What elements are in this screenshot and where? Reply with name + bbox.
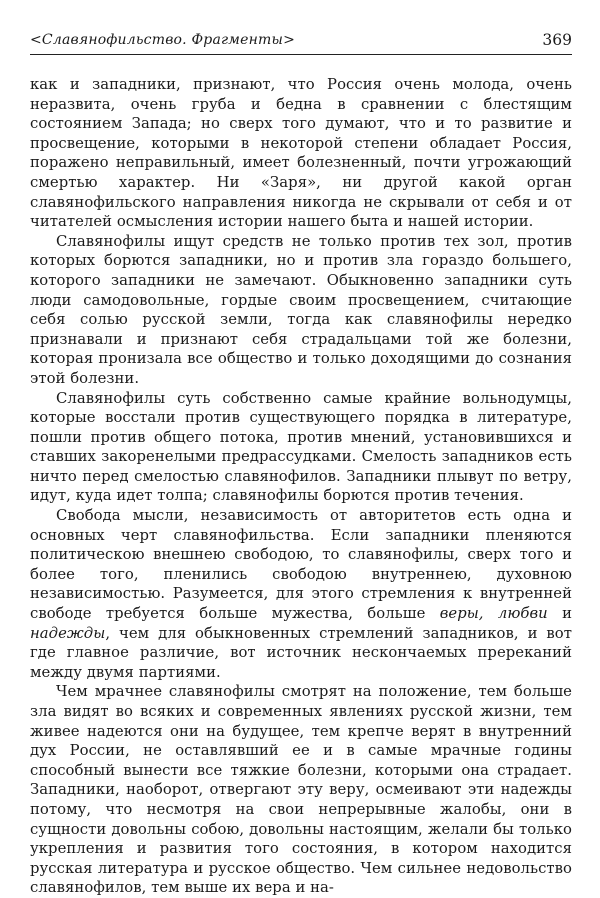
paragraph-4-text-mid: и	[547, 605, 572, 623]
paragraph-5: Чем мрачнее славянофилы смотрят на положение, тем больше зла видят во всяких и современных явлениях русской жизни, тем живее надеются они на будущее, тем крепче верят в внутренний дух России, не оставлявший ее и в самые мрачные годины способный вынести все тяжкие болезни, которыми она страдает. Западники, наоборот, отвергают эту веру, осмеивают эти надежды потому, что несмотря на свои непрерывные жалобы, они в сущности довольны собою, довольны настоящим, желали бы только укрепления и развития того состояния, в котором находится русская литература и русское общество. Чем сильнее недовольство славянофилов, тем выше их вера и на-	[30, 683, 572, 897]
paragraph-4-text-before: Свобода мысли, независимость от авторитетов есть одна и основных черт славянофильства. Если западники пленяются политическою внешнею свободою, то славянофилы, сверх того и более того, пленились свободою внутреннею, духовною независимостью. Разумеется, для этого стремления к внутренней свободе требуется больше мужества, больше	[30, 507, 572, 623]
header-rule	[30, 54, 572, 55]
paragraph-4	[30, 506, 572, 682]
paragraph-4-text-after: , чем для обыкновенных стремлений западников, и вот где главное различие, вот источник нескончаемых пререканий между двумя партиями.	[30, 624, 572, 681]
paragraph-2: Славянофилы ищут средств не только против тех зол, против которых борются западники, но и против зла гораздо большего, которого западники не замечают. Обыкновенно западники суть люди самодовольные, гордые своим просвещением, считающие себя солью русской земли, тогда как славянофилы нередко признавали и признают себя страдальцами той же болезни, которая пронизала все общество и только доходящими до сознания этой болезни.	[30, 232, 572, 387]
paragraph-4-italic-1: веры, любви	[439, 605, 548, 623]
page-header	[30, 30, 572, 54]
paragraph-1: как и западники, признают, что Россия очень молода, очень неразвита, очень груба и бедна в сравнении с блестящим состоянием Запада; но сверх того думают, что и то развитие и просвещение, которыми в некоторой степени обладает Россия, поражено неправильный, имеет болезненный, почти угрожающий смертью характер. Ни «Заря», ни другой какой орган славянофильского направления никогда не скрывали от себя и от читателей осмысления истории нашего быта и нашей истории.	[30, 76, 572, 231]
page-body	[30, 75, 572, 898]
book-page	[30, 30, 572, 897]
paragraph-4-italic-2: надежды	[30, 624, 106, 642]
running-title: <Славянофильство. Фрагменты>	[30, 32, 296, 48]
page-number: 369	[542, 31, 572, 49]
paragraph-3: Славянофилы суть собственно самые крайние вольнодумцы, которые восстали против существующего порядка в литературе, пошли против общего потока, против мнений, установившихся и ставших закоренелыми предрассудками. Смелость западников есть ничто перед смелостью славянофилов. Западники плывут по ветру, идут, куда идет толпа; славянофилы борются против течения.	[30, 389, 572, 505]
